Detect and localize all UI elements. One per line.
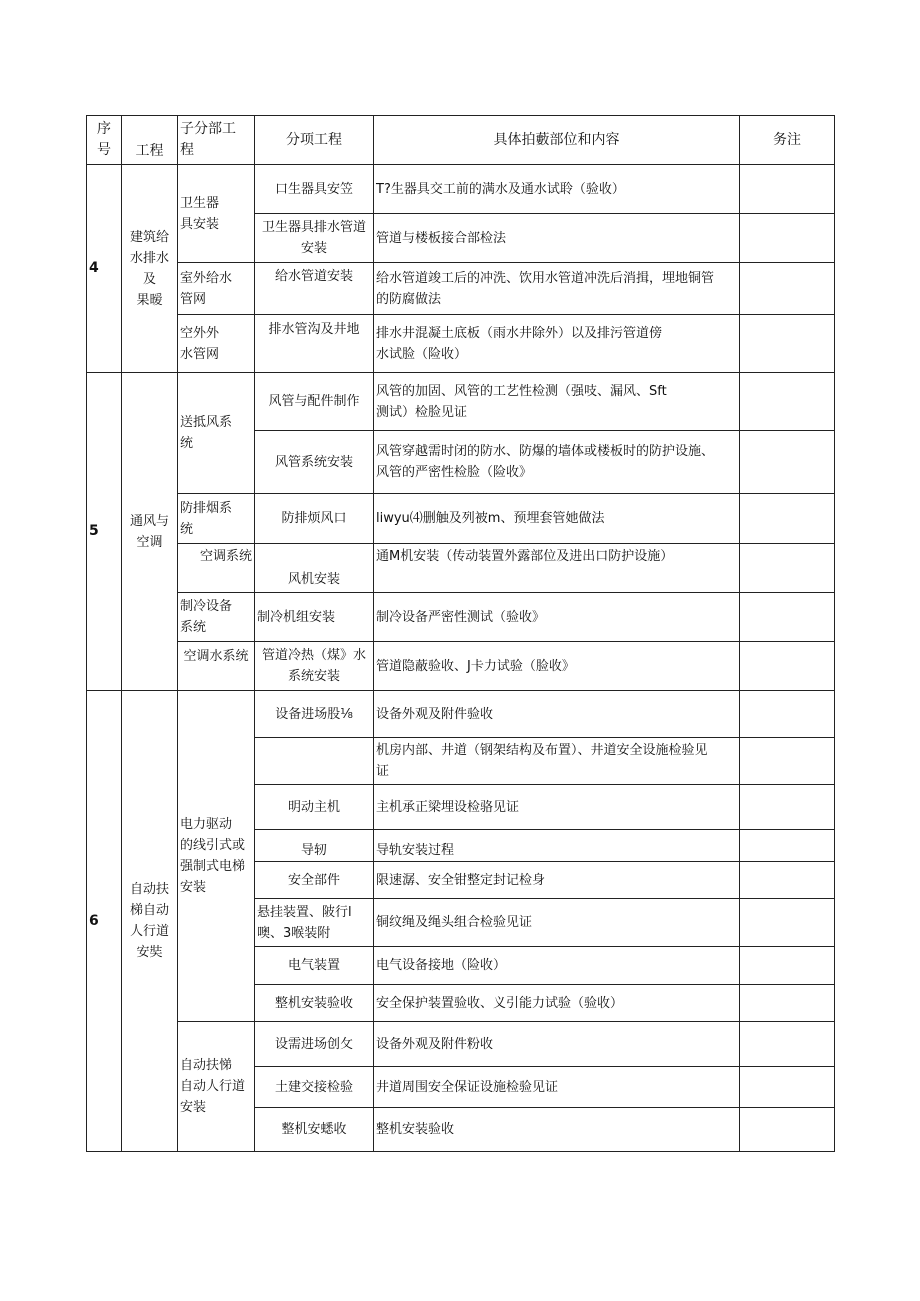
item-cell: 明动主机 [255,785,374,830]
header-seq: 序 号 [87,116,122,165]
remark-cell [740,1022,835,1067]
remark-cell [740,544,835,593]
content-cell: 安全保护装置验收、义引能力试验（验收） [374,985,740,1022]
group-project: 建筑给 水排水 及 果暧 [122,165,178,373]
subdivision-cell: 卫生器 具安装 [178,165,255,263]
content-cell: 电气设备接地（险收） [374,947,740,985]
remark-cell [740,691,835,738]
remark-cell [740,593,835,642]
content-cell: 风管的加固、风管的工艺性检测（强吱、漏风、Sft 测试）检脸见证 [374,373,740,431]
subdivision-label: 自动扶悌 自动人行道 安装 [180,1058,246,1115]
content-cell: 设备外观及附件粉收 [374,1022,740,1067]
item-cell: 给水管道安装 [255,263,374,315]
item-cell: 设需进场创攵 [255,1022,374,1067]
content-cell: 通M机安装（传动装置外露部位及进出口防护设施） [374,544,740,593]
item-cell: 土建交接检验 [255,1067,374,1108]
header-project: 工程 [122,116,178,165]
remark-cell [740,1108,835,1152]
table-row [87,263,835,315]
remark-cell [740,1067,835,1108]
item-cell: 卫生器具排水管道 安装 [255,214,374,263]
group-project: 自动扶 梯自动 人行道 安奘 [122,691,178,1152]
remark-cell [740,830,835,862]
header-content: 具体拍藪部位和内容 [374,116,740,165]
table-row [87,691,835,738]
header-subdivision: 子分部工 程 [178,116,255,165]
item-cell: 风管与配件制作 [255,373,374,431]
item-cell: 风管系统安装 [255,431,374,494]
remark-cell [740,494,835,544]
subdivision-cell [178,373,255,494]
remark-cell [740,899,835,947]
content-cell: 主机承正梁埋设检骆见证 [374,785,740,830]
item-cell: 防排烦风口 [255,494,374,544]
table-row [87,165,835,214]
subdivision-cell: 空调系统 [178,544,255,593]
table-row [87,494,835,544]
item-cell: 整机安装验收 [255,985,374,1022]
group-project: 通风与 空调 [122,373,178,691]
remark-cell [740,214,835,263]
header-item: 分项工程 [255,116,374,165]
item-cell: 电气装置 [255,947,374,985]
remark-cell [740,373,835,431]
item-cell: 制冷机组安装 [255,593,374,642]
content-cell: 管道与楼板接合部检法 [374,214,740,263]
subdivision-cell [178,691,255,1022]
remark-cell [740,738,835,785]
subdivision-cell: 空外外 水管网 [178,315,255,373]
remark-cell [740,947,835,985]
content-cell: 制冷设备严密性测试（验收》 [374,593,740,642]
subdivision-cell: 室外给水 管网 [178,263,255,315]
content-cell: 风管穿越需时闭的防水、防爆的墙体或楼板时的防护设施、 风管的严密性检脸（险收》 [374,431,740,494]
remark-cell [740,985,835,1022]
table-row [87,373,835,431]
content-cell: 井道周围安全保证设施检验见证 [374,1067,740,1108]
item-cell: 导轫 [255,830,374,862]
content-cell: 限速潺、安全钳整定封记检身 [374,862,740,899]
content-cell: 整机安装验收 [374,1108,740,1152]
content-cell: 管道隐蔽验收、J卡力试验（脸收》 [374,642,740,691]
remark-cell [740,431,835,494]
subdivision-cell: 防排烟系 统 [178,494,255,544]
remark-cell [740,862,835,899]
inspection-table [86,115,835,1152]
item-cell: 整机安蟋收 [255,1108,374,1152]
group-number: 4 [87,165,122,373]
remark-cell [740,785,835,830]
subdivision-cell [178,1022,255,1152]
subdivision-label: 电力驱动 的线引式或 强制式电梯 安装 [180,817,246,895]
table-row [87,315,835,373]
content-cell: 导轨安装过程 [374,830,740,862]
header-row [87,116,835,165]
item-cell: 排水管沟及井地 [255,315,374,373]
content-cell: 机房内部、井道（钢架结构及布置）、井道安全设施检验见 证 [374,738,740,785]
table-row [87,593,835,642]
table-row [87,642,835,691]
item-cell: 口生器具安笠 [255,165,374,214]
group-number: 5 [87,373,122,691]
item-cell: 管道冷热（煤》水 系统安装 [255,642,374,691]
content-cell: liwyu⑷删触及列被m、预埋套管她做法 [374,494,740,544]
subdivision-cell: 空调水系统 [178,642,255,691]
item-cell: 安全部件 [255,862,374,899]
item-cell: 设备进场股⅛ [255,691,374,738]
group-number: 6 [87,691,122,1152]
table-row [87,544,835,593]
content-cell: 给水管道竣工后的冲洗、饮用水管道冲洗后消揖，埋地铜管 的防腐做法 [374,263,740,315]
subdivision-cell: 制冷设备 系统 [178,593,255,642]
subdivision-label: 送抵风系 统 [180,415,233,451]
table-row [87,1022,835,1067]
item-cell [255,738,374,785]
remark-cell [740,263,835,315]
content-cell: 设备外观及附件验收 [374,691,740,738]
remark-cell [740,315,835,373]
item-cell: 风机安装 [255,544,374,593]
content-cell: 排水井混凝土底板（雨水井除外）以及排污管道傍 水试脸（险收） [374,315,740,373]
remark-cell [740,642,835,691]
item-cell: 悬挂装置、陂行l 噢、3喉装附 [255,899,374,947]
content-cell: 铜纹绳及绳头组合检验见证 [374,899,740,947]
header-remark: 务注 [740,116,835,165]
content-cell: T?生器具交工前的满水及通水试聆（验收） [374,165,740,214]
remark-cell [740,165,835,214]
